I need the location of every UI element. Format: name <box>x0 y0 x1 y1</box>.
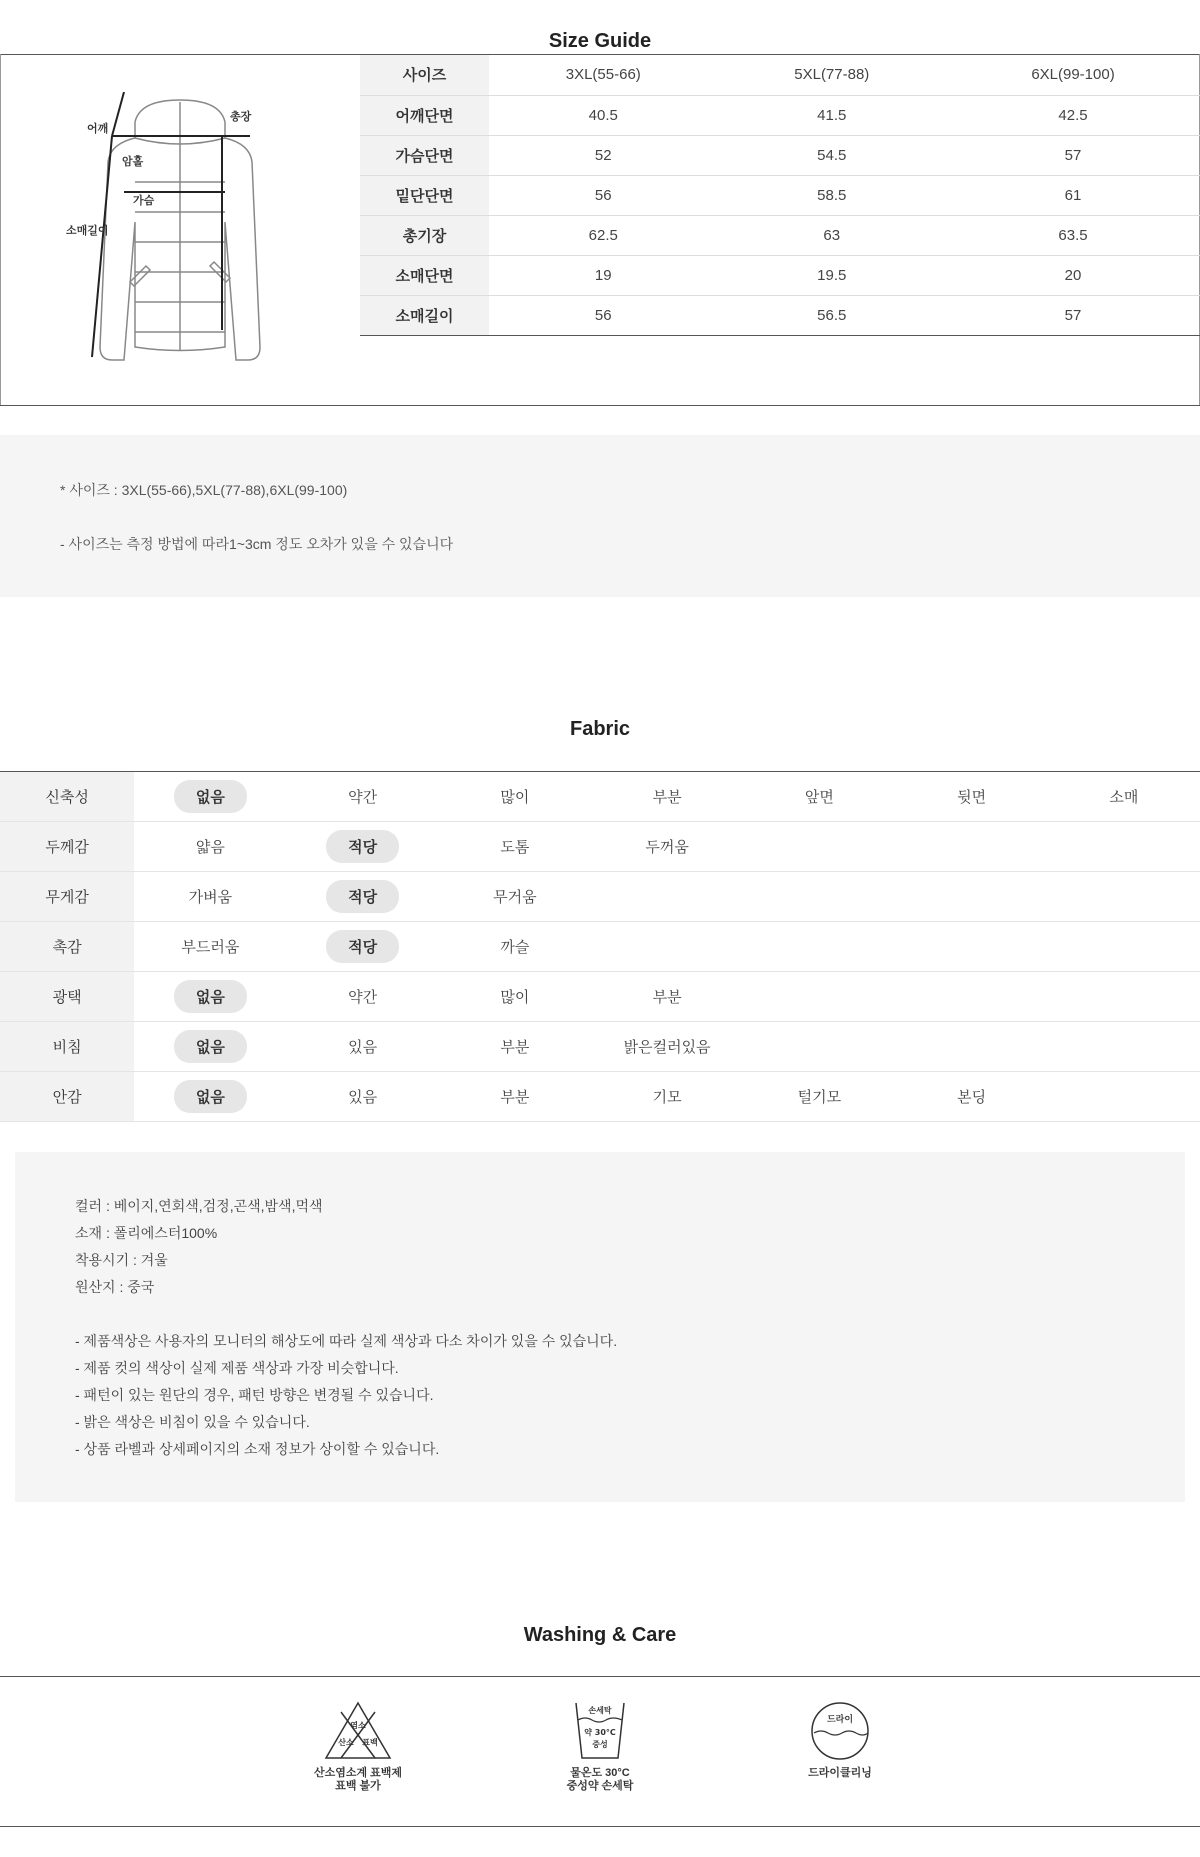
fabric-option-cell <box>895 922 1047 972</box>
fabric-option: 까슬 <box>500 939 530 956</box>
fabric-option-cell <box>895 1072 1047 1122</box>
icon-text: 표백 <box>362 1738 378 1747</box>
fabric-table <box>0 771 1200 1122</box>
fabric-row <box>0 822 1200 872</box>
fabric-option-cell <box>591 922 743 972</box>
table-cell: 52 <box>489 135 718 175</box>
fabric-option-cell <box>1048 972 1200 1022</box>
fabric-option-cell <box>439 1022 591 1072</box>
fabric-option: 많이 <box>500 789 530 806</box>
icon-text: 약 30°C <box>584 1728 616 1737</box>
hand-wash-icon <box>570 1700 630 1762</box>
fabric-option: 약간 <box>348 789 378 806</box>
fabric-row-label: 무게감 <box>0 872 134 922</box>
table-cell: 57 <box>946 135 1200 175</box>
fabric-option-cell <box>286 972 438 1022</box>
table-header-cell: 6XL(99-100) <box>946 55 1200 95</box>
fabric-option: 있음 <box>348 1039 378 1056</box>
wash-label: 물온도 30°C <box>570 1767 630 1779</box>
wash-item-hand-wash <box>520 1700 680 1793</box>
spec-line: 원산지 : 중국 <box>75 1279 155 1295</box>
table-row-label: 총기장 <box>360 215 489 255</box>
table-cell: 56 <box>489 295 718 335</box>
fabric-title: Fabric <box>569 718 631 740</box>
fabric-option-cell <box>743 1072 895 1122</box>
fabric-option: 약간 <box>348 989 378 1006</box>
fabric-option-cell <box>439 1072 591 1122</box>
notice-line: - 제품 컷의 색상이 실제 제품 색상과 가장 비슷합니다. <box>75 1360 399 1376</box>
fabric-option: 있음 <box>348 1089 378 1106</box>
size-note: * 사이즈 : 3XL(55-66),5XL(77-88),6XL(99-100) <box>60 482 348 498</box>
table-header-cell: 3XL(55-66) <box>489 55 718 95</box>
fabric-option-cell <box>591 822 743 872</box>
fabric-option-cell <box>286 922 438 972</box>
table-cell: 56.5 <box>718 295 947 335</box>
fabric-option-cell <box>1048 772 1200 822</box>
spec-line: 컬러 : 베이지,연회색,검정,곤색,밤색,먹색 <box>75 1198 323 1214</box>
fabric-option-cell <box>134 772 286 822</box>
spec-line: 착용시기 : 겨울 <box>75 1252 168 1268</box>
fabric-option-selected: 없음 <box>174 980 247 1013</box>
table-row-label: 소매단면 <box>360 255 489 295</box>
table-cell: 19.5 <box>718 255 947 295</box>
icon-text: 손세탁 <box>588 1706 612 1715</box>
wash-label: 드라이클리닝 <box>808 1767 872 1779</box>
fabric-row <box>0 1072 1200 1122</box>
table-row <box>360 95 1200 135</box>
divider <box>0 1826 1200 1827</box>
table-row <box>360 175 1200 215</box>
table-row <box>360 55 1200 95</box>
table-cell: 41.5 <box>718 95 947 135</box>
fabric-option-cell <box>286 1022 438 1072</box>
wash-label: 중성약 손세탁 <box>566 1780 634 1792</box>
fabric-row <box>0 922 1200 972</box>
fabric-option: 무거움 <box>493 889 537 906</box>
notice-line: - 제품색상은 사용자의 모니터의 해상도에 따라 실제 색상과 다소 차이가 있을 수 있습니다. <box>75 1333 618 1349</box>
icon-text: 산소 <box>338 1738 354 1747</box>
fabric-option: 부드러움 <box>181 939 240 956</box>
spec-line: 소재 : 폴리에스터100% <box>75 1225 218 1241</box>
washing-title: Washing & Care <box>523 1624 677 1646</box>
fabric-option: 많이 <box>500 989 530 1006</box>
fabric-option-cell <box>1048 1072 1200 1122</box>
divider <box>0 54 1 406</box>
table-cell: 40.5 <box>489 95 718 135</box>
fabric-option-cell <box>286 872 438 922</box>
wash-item-no-bleach <box>278 1700 438 1793</box>
fabric-option-cell <box>743 772 895 822</box>
fabric-option-cell <box>134 1022 286 1072</box>
notice-line: - 패턴이 있는 원단의 경우, 패턴 방향은 변경될 수 있습니다. <box>75 1387 434 1403</box>
fabric-row <box>0 772 1200 822</box>
table-row-label: 어깨단면 <box>360 95 489 135</box>
table-header-cell: 5XL(77-88) <box>718 55 947 95</box>
fabric-option-cell <box>895 772 1047 822</box>
table-cell: 57 <box>946 295 1200 335</box>
fabric-option-cell <box>439 772 591 822</box>
fabric-option-cell <box>895 872 1047 922</box>
icon-text: 염소 <box>350 1721 366 1730</box>
fabric-option-cell <box>743 1022 895 1072</box>
table-row <box>360 135 1200 175</box>
table-cell: 20 <box>946 255 1200 295</box>
fabric-option-cell <box>439 922 591 972</box>
wash-label: 산소염소계 표백제 <box>313 1767 403 1779</box>
notice-line: - 밝은 색상은 비침이 있을 수 있습니다. <box>75 1414 310 1430</box>
fabric-option-cell <box>895 822 1047 872</box>
icon-text: 중성 <box>592 1740 608 1749</box>
size-guide-title: Size Guide <box>548 30 652 52</box>
fabric-option: 부분 <box>500 1089 530 1106</box>
fabric-option-cell <box>591 1022 743 1072</box>
diagram-label-armhole: 암홀 <box>122 156 144 168</box>
product-info-box <box>15 1152 1185 1502</box>
fabric-option-cell <box>1048 1022 1200 1072</box>
fabric-option-cell <box>895 1022 1047 1072</box>
table-cell: 19 <box>489 255 718 295</box>
fabric-option-cell <box>743 972 895 1022</box>
icon-text: 드라이 <box>826 1715 854 1725</box>
table-row-label: 가슴단면 <box>360 135 489 175</box>
fabric-option-cell <box>286 1072 438 1122</box>
fabric-option: 소매 <box>1109 789 1139 806</box>
notice-line: - 상품 라벨과 상세페이지의 소재 정보가 상이할 수 있습니다. <box>75 1441 440 1457</box>
fabric-option-cell <box>591 772 743 822</box>
diagram-label-chest: 가슴 <box>133 195 155 207</box>
table-cell: 63 <box>718 215 947 255</box>
fabric-row <box>0 872 1200 922</box>
fabric-option-cell <box>134 1072 286 1122</box>
fabric-row-label: 두께감 <box>0 822 134 872</box>
fabric-option: 기모 <box>652 1089 682 1106</box>
fabric-option-cell <box>439 872 591 922</box>
dry-clean-icon <box>809 1700 871 1762</box>
fabric-option-selected: 적당 <box>326 930 399 963</box>
wash-label: 표백 불가 <box>335 1780 381 1792</box>
diagram-label-sleeve: 소매길이 <box>66 225 109 237</box>
table-row <box>360 255 1200 295</box>
table-cell: 61 <box>946 175 1200 215</box>
no-bleach-icon <box>323 1700 393 1762</box>
fabric-row-label: 촉감 <box>0 922 134 972</box>
fabric-option: 가벼움 <box>188 889 233 906</box>
table-cell: 62.5 <box>489 215 718 255</box>
fabric-row-label: 신축성 <box>0 772 134 822</box>
fabric-option: 본딩 <box>957 1089 987 1106</box>
table-row-label: 밑단단면 <box>360 175 489 215</box>
fabric-option: 두꺼움 <box>645 839 689 856</box>
table-cell: 42.5 <box>946 95 1200 135</box>
diagram-label-shoulder: 어깨 <box>87 123 109 135</box>
fabric-option: 부분 <box>652 989 682 1006</box>
fabric-row-label: 광택 <box>0 972 134 1022</box>
fabric-option-cell <box>743 922 895 972</box>
size-table <box>360 55 1200 336</box>
divider <box>0 1676 1200 1677</box>
fabric-option-selected: 적당 <box>326 830 399 863</box>
fabric-option-cell <box>743 822 895 872</box>
table-cell: 58.5 <box>718 175 947 215</box>
divider <box>0 405 1200 406</box>
fabric-row <box>0 1022 1200 1072</box>
fabric-option: 밝은컬러있음 <box>623 1039 711 1056</box>
fabric-option-cell <box>591 1072 743 1122</box>
fabric-option-cell <box>134 872 286 922</box>
fabric-option-cell <box>286 772 438 822</box>
fabric-option-cell <box>439 972 591 1022</box>
size-note-box <box>0 435 1200 597</box>
table-header-cell: 사이즈 <box>360 55 489 95</box>
fabric-option-cell <box>591 872 743 922</box>
fabric-row-label: 안감 <box>0 1072 134 1122</box>
wash-item-dry-clean <box>760 1700 920 1780</box>
size-note: - 사이즈는 측정 방법에 따라1~3cm 정도 오차가 있을 수 있습니다 <box>60 536 454 552</box>
table-row-label: 소매길이 <box>360 295 489 335</box>
fabric-option-cell <box>134 972 286 1022</box>
fabric-option-cell <box>439 822 591 872</box>
fabric-option-selected: 없음 <box>174 780 247 813</box>
fabric-option: 부분 <box>500 1039 530 1056</box>
fabric-option-cell <box>134 822 286 872</box>
fabric-option-cell <box>1048 872 1200 922</box>
fabric-option-cell <box>895 972 1047 1022</box>
fabric-option: 도톰 <box>500 839 530 856</box>
fabric-option-cell <box>1048 922 1200 972</box>
fabric-option-selected: 없음 <box>174 1030 247 1063</box>
fabric-option-cell <box>286 822 438 872</box>
table-cell: 63.5 <box>946 215 1200 255</box>
fabric-option-cell <box>134 922 286 972</box>
fabric-option: 부분 <box>652 789 682 806</box>
fabric-option: 얇음 <box>195 839 225 856</box>
fabric-option-cell <box>1048 822 1200 872</box>
fabric-option: 털기모 <box>797 1089 842 1106</box>
fabric-option-cell <box>743 872 895 922</box>
fabric-row <box>0 972 1200 1022</box>
fabric-option: 뒷면 <box>957 789 987 806</box>
table-cell: 54.5 <box>718 135 947 175</box>
fabric-option: 앞면 <box>804 789 834 806</box>
fabric-row-label: 비침 <box>0 1022 134 1072</box>
diagram-label-length: 총장 <box>230 111 252 123</box>
table-row <box>360 215 1200 255</box>
table-row <box>360 295 1200 335</box>
table-cell: 56 <box>489 175 718 215</box>
fabric-option-selected: 적당 <box>326 880 399 913</box>
fabric-option-cell <box>591 972 743 1022</box>
fabric-option-selected: 없음 <box>174 1080 247 1113</box>
